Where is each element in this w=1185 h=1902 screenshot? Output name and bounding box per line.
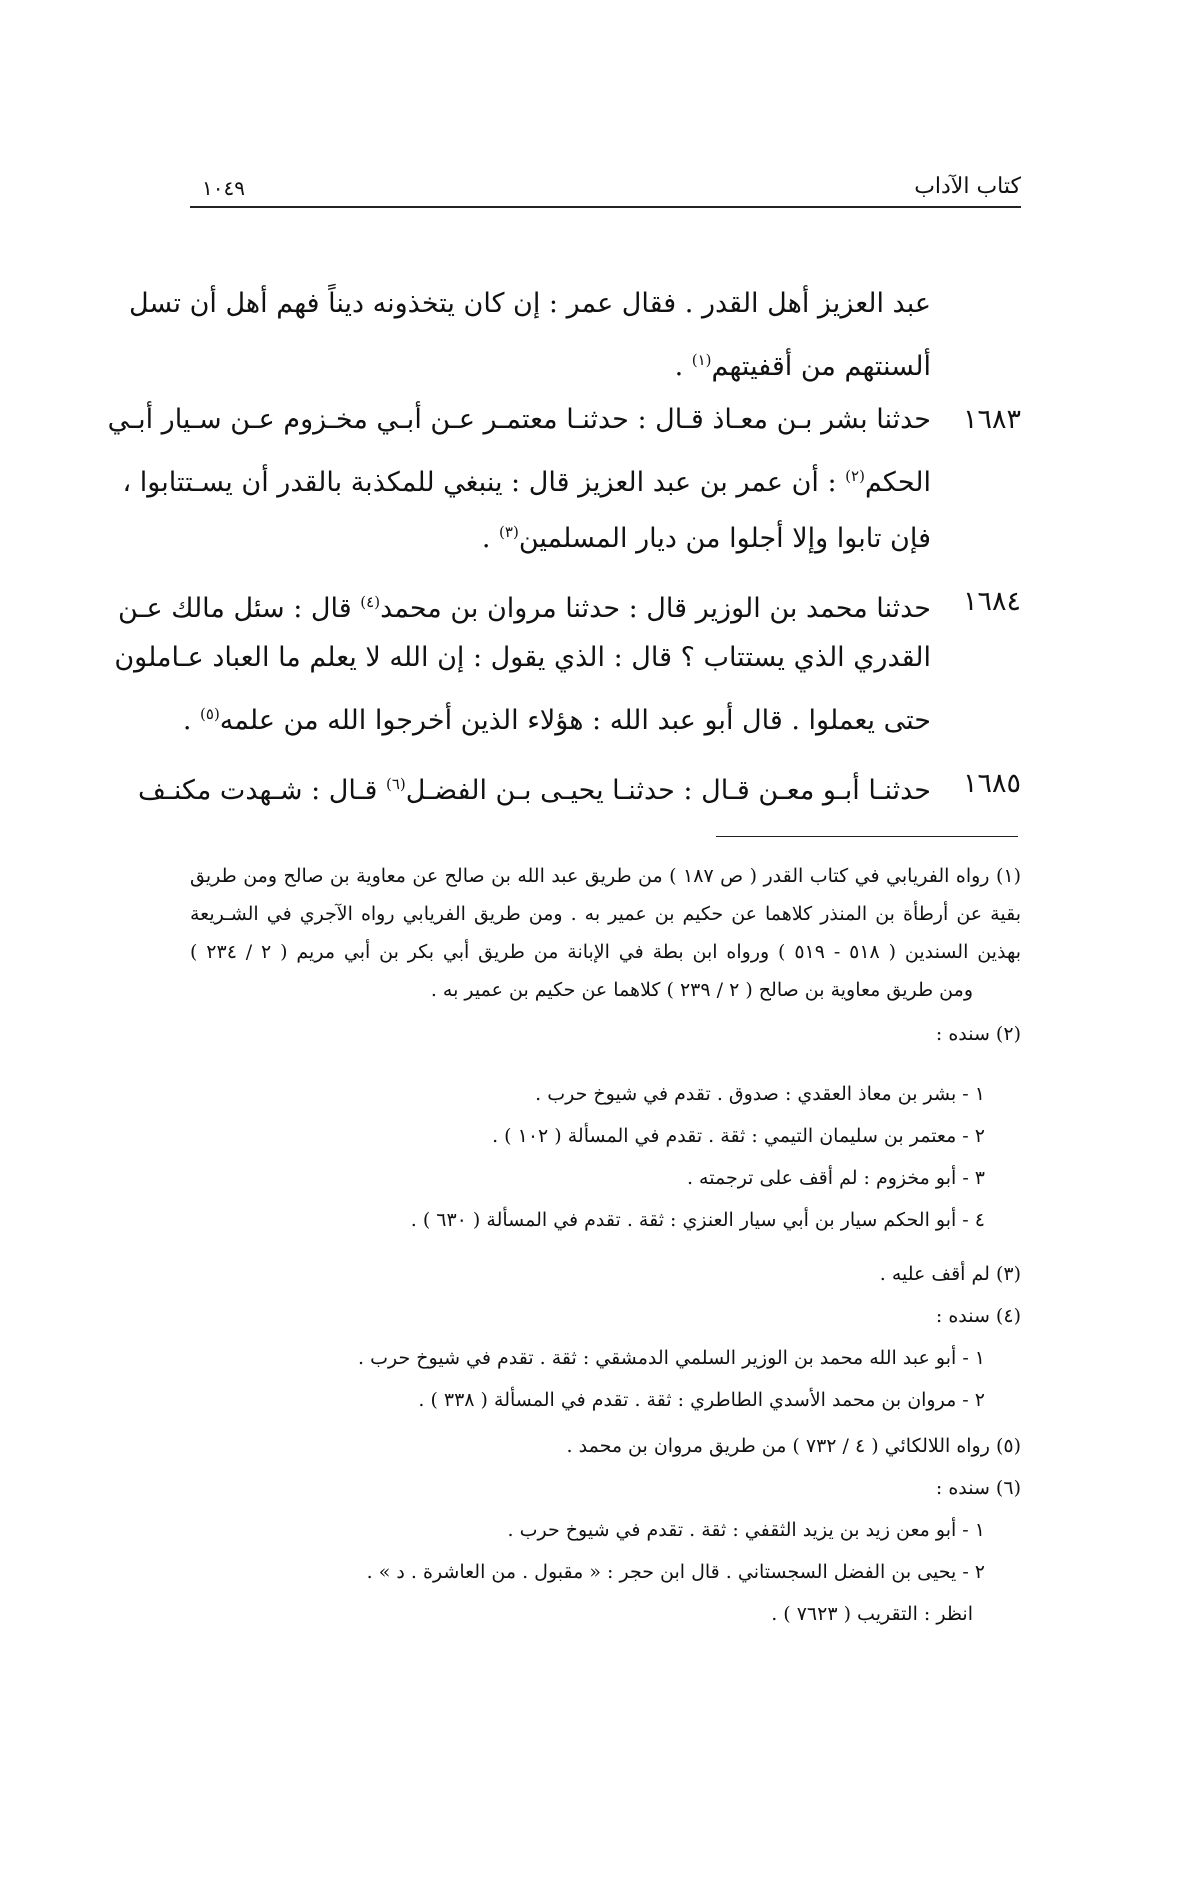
hadith-number: ١٦٨٥ [962, 768, 1021, 799]
hadith-number: ١٦٨٤ [962, 586, 1021, 617]
text-line: عبد العزيز أهل القدر . فقال عمر : إن كان يتخذونه ديناً فهم أهل أن تسل [128, 288, 931, 319]
hadith-number: ١٦٨٣ [962, 404, 1021, 435]
footnote-item: ١ - أبو عبد الله محمد بن الوزير السلمي الدمشقي : ثقة . تقدم في شيوخ حرب . [358, 1347, 985, 1369]
book-section-title: كتاب الآداب [914, 174, 1021, 199]
text-line: حدثنا بشر بـن معـاذ قـال : حدثنـا معتمـر عـن أبـي مخـزوم عـن سـيار أبـي [107, 404, 931, 435]
footnote-item: انظر : التقريب ( ٧٦٢٣ ) . [771, 1603, 973, 1625]
footnote-ref: (٦) [386, 775, 406, 793]
footnote-heading: (٤) سنده : [935, 1305, 1021, 1327]
text-line: الحكم$^{(٢)}$ : أن عمر بن عبد العزيز قال : ينبغي للمكذبة بالقدر أن يسـتتابوا ، [122, 467, 931, 498]
footnote-line: بهذين السندين ( ٥١٨ - ٥١٩ ) ورواه ابن بطة في الإبانة من طريق أبي بكر بن أبي مريم ( ٢ / ٢٣٤ ) [190, 941, 1021, 963]
page-number: ١٠٤٩ [202, 176, 245, 200]
text-line: القدري الذي يستتاب ؟ قال : الذي يقول : إن الله لا يعلم ما العباد عـاملون [114, 642, 931, 673]
text-line: حدثنا محمد بن الوزير قال : حدثنا مروان بن محمد$^{(٤)}$ قال : سئل مالك عـن [118, 593, 931, 624]
footnote-line: بقية عن أرطأة بن المنذر كلاهما عن حكيم بن عمير به . ومن طريق الفريابي رواه الآجري في الشـريعة [190, 903, 1021, 925]
footnote-line: ومن طريق معاوية بن صالح ( ٢ / ٢٣٩ ) كلاهما عن حكيم بن عمير به . [430, 979, 973, 1001]
running-header [190, 172, 1021, 208]
footnote-item: ٤ - أبو الحكم سيار بن أبي سيار العنزي : ثقة . تقدم في المسألة ( ٦٣٠ ) . [410, 1209, 985, 1231]
footnote-item: ٢ - يحيى بن الفضل السجستاني . قال ابن حجر : « مقبول . من العاشرة . د » . [366, 1561, 985, 1583]
text-line: فإن تابوا وإلا أجلوا من ديار المسلمين$^{(٣)}$ . [481, 523, 931, 554]
footnote-item: ٢ - مروان بن محمد الأسدي الطاطري : ثقة . تقدم في المسألة ( ٣٣٨ ) . [418, 1389, 985, 1411]
footnote-ref: (٤) [360, 593, 381, 611]
footnote-heading: (٦) سنده : [935, 1477, 1021, 1499]
footnote-item: ١ - بشر بن معاذ العقدي : صدوق . تقدم في شيوخ حرب . [535, 1083, 985, 1105]
text-line: حدثنـا أبـو معـن قـال : حدثنـا يحيـى بـن الفضـل$^{(٦)}$ قـال : شـهدت مكنـف [137, 775, 931, 806]
footnote-item: ٣ - أبو مخزوم : لم أقف على ترجمته . [686, 1167, 985, 1189]
footnote-ref: (٥) [200, 705, 220, 723]
footnote-item: ١ - أبو معن زيد بن يزيد الثقفي : ثقة . تقدم في شيوخ حرب . [507, 1519, 985, 1541]
footnote-heading: (٢) سنده : [935, 1023, 1021, 1045]
footnote-line: (٣) لم أقف عليه . [879, 1263, 1021, 1285]
footnote-item: ٢ - معتمر بن سليمان التيمي : ثقة . تقدم في المسألة ( ١٠٢ ) . [492, 1125, 985, 1147]
text-line: حتى يعملوا . قال أبو عبد الله : هؤلاء الذين أخرجوا الله من علمه$^{(٥)}$ . [182, 705, 931, 736]
footnote-ref: (٢) [845, 467, 865, 485]
footnote-line: (٥) رواه اللالكائي ( ٤ / ٧٣٢ ) من طريق مروان بن محمد . [566, 1435, 1021, 1457]
text-line: ألسنتهم من أقفيتهم$^{(١)}$ . [674, 351, 931, 382]
footnote-line: (١) رواه الفريابي في كتاب القدر ( ص ١٨٧ ) من طريق عبد الله بن صالح عن معاوية بن صالح ومن طريق [190, 865, 1021, 887]
footnote-ref: (٣) [499, 523, 519, 541]
footnote-separator [716, 836, 1018, 837]
footnote-ref: (١) [691, 351, 712, 369]
